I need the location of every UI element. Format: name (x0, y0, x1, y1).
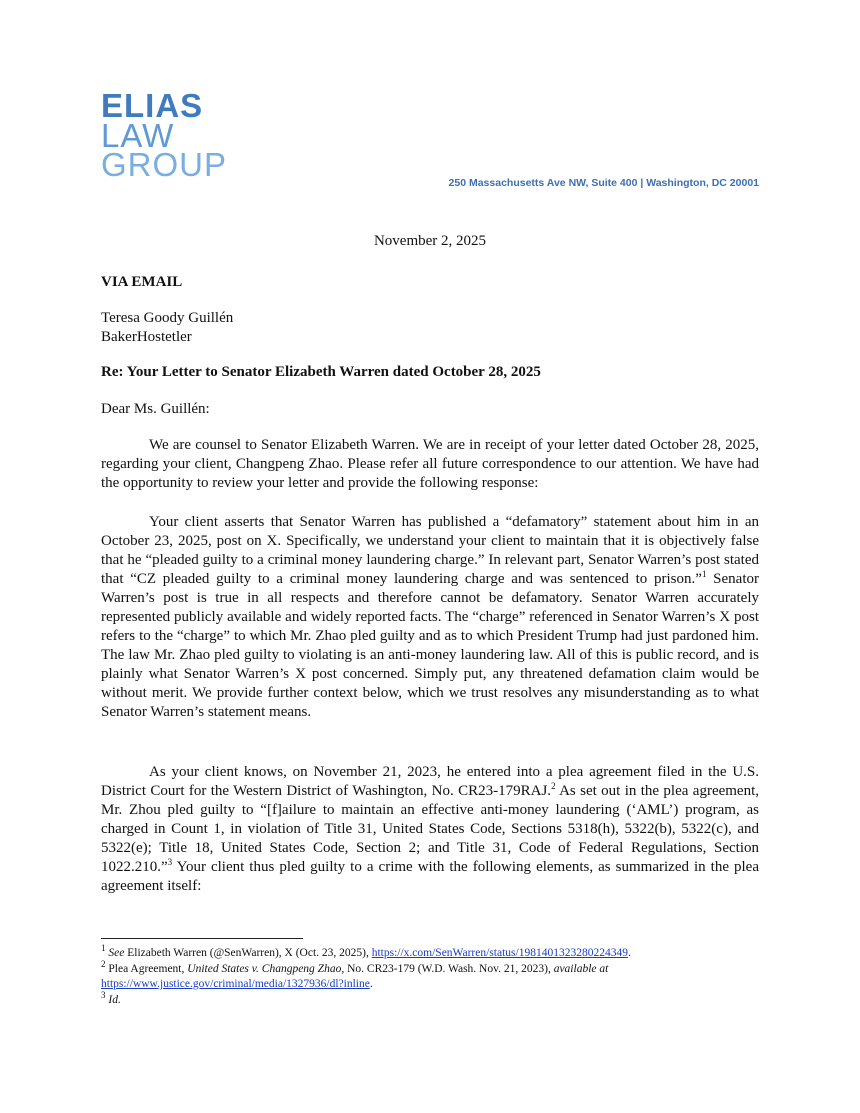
footnote-2-number: 2 (101, 958, 106, 969)
logo-line-elias: ELIAS (101, 87, 204, 124)
footnote-1-number: 1 (101, 943, 106, 954)
footnote-2-case-name: United States v. Changpeng Zhao (187, 962, 342, 975)
footnote-2-text-2: , No. CR23-179 (W.D. Wash. Nov. 21, 2023), (341, 962, 554, 975)
recipient-name: Teresa Goody Guillén (101, 310, 234, 326)
footnote-2-text: Plea Agreement, (105, 962, 188, 975)
paragraph-1-text: We are counsel to Senator Elizabeth Warren. We are in receipt of your letter dated October 28, 2025, regarding your client, Changpeng Zhao. Please refer all future correspondence to our attention. We have had the opportunity to review your letter and provide the following response: (101, 437, 759, 491)
elias-law-group-logo (101, 87, 228, 183)
logo-line-law: LAW (101, 117, 175, 154)
footnote-2-end: . (369, 978, 373, 990)
salutation: Dear Ms. Guillén: (101, 401, 210, 417)
logo-line-group: GROUP (101, 146, 228, 183)
footnote-2-available-at: available at (553, 962, 609, 975)
footnote-1-text: Elizabeth Warren (@SenWarren), X (Oct. 23, 2025), (124, 947, 372, 959)
footnote-1-signal: See (108, 947, 125, 959)
footnote-3-number: 3 (101, 989, 106, 1000)
paragraph-2-text-b: Senator Warren’s post is true in all respects and therefore cannot be defamatory. Senator Warren accurately represented publicly available and widely reported facts. The “charge” referenced in Senator Warren’s X post refers to the “charge” to which Mr. Zhao pled guilty and as to which President Trump had just pardoned him. The law Mr. Zhao pled guilty to violating is an anti-money laundering law. All of this is public record, and is plainly what Senator Warren’s X post concerned. Simply put, any threatened defamation claim would be without merit. We provide further context below, which we trust resolves any misunderstanding as to what Senator Warren’s statement means. (101, 571, 759, 720)
delivery-method: VIA EMAIL (101, 274, 183, 290)
footnote-3-text: Id. (108, 993, 121, 1006)
footnote-2-link[interactable]: https://www.justice.gov/criminal/media/1327936/dl?inline (101, 978, 370, 990)
paragraph-3 (101, 763, 759, 896)
letter-date: November 2, 2025 (373, 233, 487, 249)
paragraph-3-text-b: As set out in the plea agreement, Mr. Zhou pled guilty to “[f]ailure to maintain an effective anti-money laundering (‘AML’) program, as charged in Count 1, in violation of Title 31, United States Code, Sections 5318(h), 5322(b), 5322(c), and 5322(e); Title 18, United States Code, Section 2; and Title 31, Code of Federal Regulations, Section 1022.210.” (101, 783, 759, 875)
footnote-1 (101, 943, 761, 962)
letterhead-address: 250 Massachusetts Ave NW, Suite 400 | Washington, DC 20001 (448, 177, 759, 189)
paragraph-2 (101, 513, 759, 722)
footnotes (101, 943, 761, 1008)
paragraph-1 (101, 436, 759, 493)
recipient-block (101, 309, 759, 347)
paragraph-3-text-a: As your client knows, on November 21, 2023, he entered into a plea agreement filed in the U.S. District Court for the Western District of Washington, No. CR23-179RAJ. (101, 764, 759, 799)
subject-line: Re: Your Letter to Senator Elizabeth Warren dated October 28, 2025 (101, 364, 541, 380)
footnote-2 (101, 958, 761, 993)
recipient-firm: BakerHostetler (101, 329, 192, 345)
footnote-1-link[interactable]: https://x.com/SenWarren/status/1981401323280224349 (371, 947, 628, 959)
paragraph-2-text-a: Your client asserts that Senator Warren has published a “defamatory” statement about him in an October 23, 2025, post on X. Specifically, we understand your client to maintain that it is objectively false that he “pleaded guilty to a criminal money laundering charge.” In relevant part, Senator Warren’s post stated that “CZ pleaded guilty to a criminal money laundering charge and was sentenced to prison.” (101, 514, 759, 587)
footnote-1-end: . (627, 947, 631, 959)
footnote-ref-1[interactable]: 1 (701, 569, 707, 579)
paragraph-3-text-c: Your client thus pled guilty to a crime with the following elements, as summarized in the plea agreement itself: (101, 859, 759, 894)
footnote-3 (101, 989, 761, 1009)
footnote-divider (101, 938, 303, 939)
footnote-ref-2[interactable]: 2 (551, 781, 556, 791)
footnote-ref-3[interactable]: 3 (167, 857, 173, 867)
